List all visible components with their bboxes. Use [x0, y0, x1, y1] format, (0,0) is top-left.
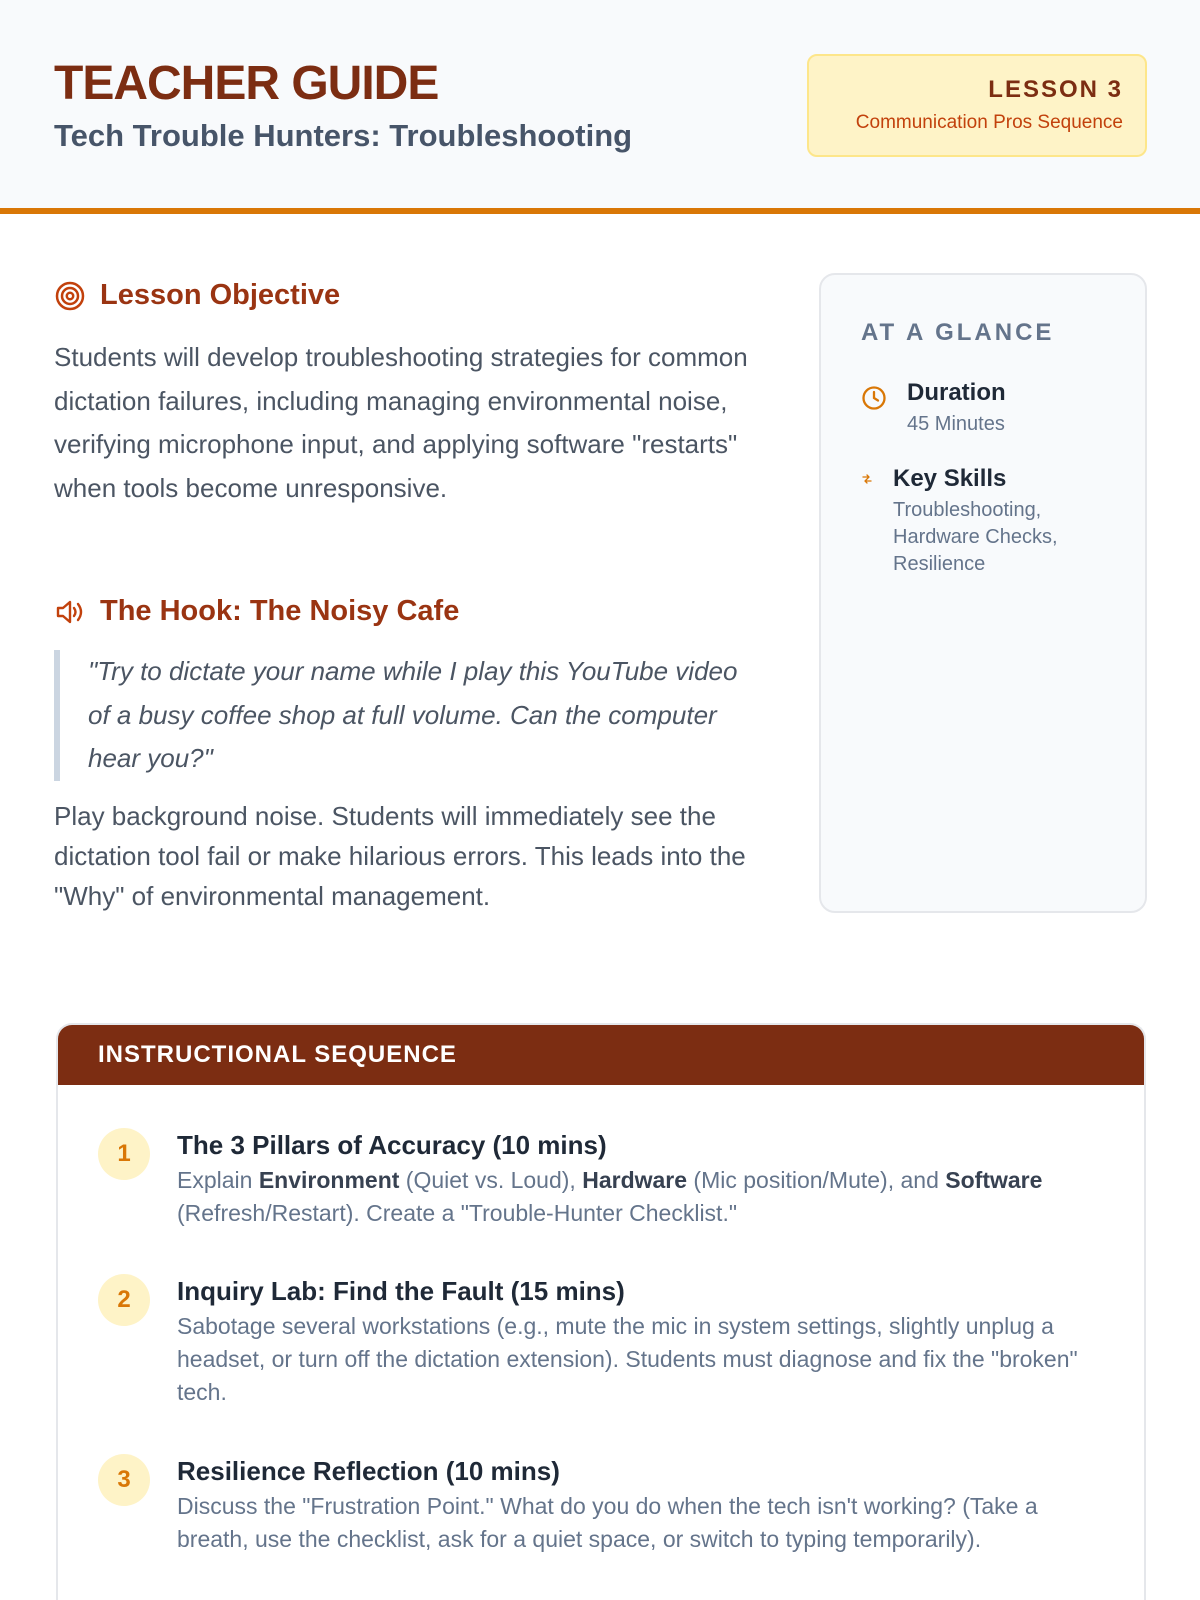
sequence-step	[98, 1453, 1108, 1556]
page-title: TEACHER GUIDE	[54, 57, 439, 110]
step-title: The 3 Pillars of Accuracy (10 mins)	[177, 1130, 607, 1160]
step-title: Resilience Reflection (10 mins)	[177, 1456, 560, 1486]
tools-icon	[861, 473, 875, 578]
sequence-step	[98, 1273, 1108, 1409]
step-description: Explain Environment (Quiet vs. Loud), Hardware (Mic position/Mute), and Software (Refresh/Restart). Create a "Trouble-Hunter Checklist."	[177, 1167, 1043, 1226]
glance-title: AT A GLANCE	[861, 319, 1055, 346]
sequence-step	[98, 1127, 1108, 1230]
hook-heading-label: The Hook: The Noisy Cafe	[100, 595, 460, 627]
page-subtitle: Tech Trouble Hunters: Troubleshooting	[54, 118, 633, 153]
step-title: Inquiry Lab: Find the Fault (15 mins)	[177, 1276, 625, 1306]
sequence-title: INSTRUCTIONAL SEQUENCE	[58, 1025, 1144, 1085]
step-number: 2	[98, 1274, 150, 1326]
skills-value: Troubleshooting, Hardware Checks, Resilience	[893, 499, 1058, 575]
speaker-icon	[54, 596, 86, 628]
step-number: 1	[98, 1128, 150, 1180]
at-a-glance-card	[819, 273, 1147, 913]
clock-icon	[861, 385, 889, 438]
glance-skills	[861, 465, 1103, 578]
lesson-sequence: Communication Pros Sequence	[855, 112, 1123, 133]
hook-quote: "Try to dictate your name while I play this YouTube video of a busy coffee shop at full volume. Can the computer hear you?"	[54, 650, 754, 781]
lesson-badge	[807, 54, 1147, 157]
skills-label: Key Skills	[893, 465, 1007, 492]
duration-label: Duration	[907, 379, 1006, 406]
step-number: 3	[98, 1454, 150, 1506]
objective-heading	[54, 279, 340, 312]
duration-value: 45 Minutes	[907, 413, 1005, 435]
instructional-sequence-card	[56, 1023, 1146, 1600]
hook-text: Play background noise. Students will immediately see the dictation tool fail or make hilarious errors. This leads into the "Why" of environmental management.	[54, 801, 746, 911]
objective-heading-label: Lesson Objective	[100, 279, 341, 311]
step-description: Discuss the "Frustration Point." What do you do when the tech isn't working? (Take a breath, use the checklist, ask for a quiet space, or switch to typing temporarily).	[177, 1493, 1038, 1552]
step-description: Sabotage several workstations (e.g., mute the mic in system settings, slightly unplug a headset, or turn off the dictation extension). Students must diagnose and fix the "broken" tech.	[177, 1313, 1078, 1405]
target-icon	[54, 280, 86, 312]
page-header	[0, 0, 1200, 214]
hook-heading	[54, 595, 459, 628]
objective-text: Students will develop troubleshooting strategies for common dictation failures, including managing environmental noise, verifying microphone input, and applying software "restarts" when tools become unresponsive.	[54, 342, 748, 503]
glance-duration	[861, 379, 1117, 438]
lesson-number: LESSON 3	[988, 76, 1123, 103]
